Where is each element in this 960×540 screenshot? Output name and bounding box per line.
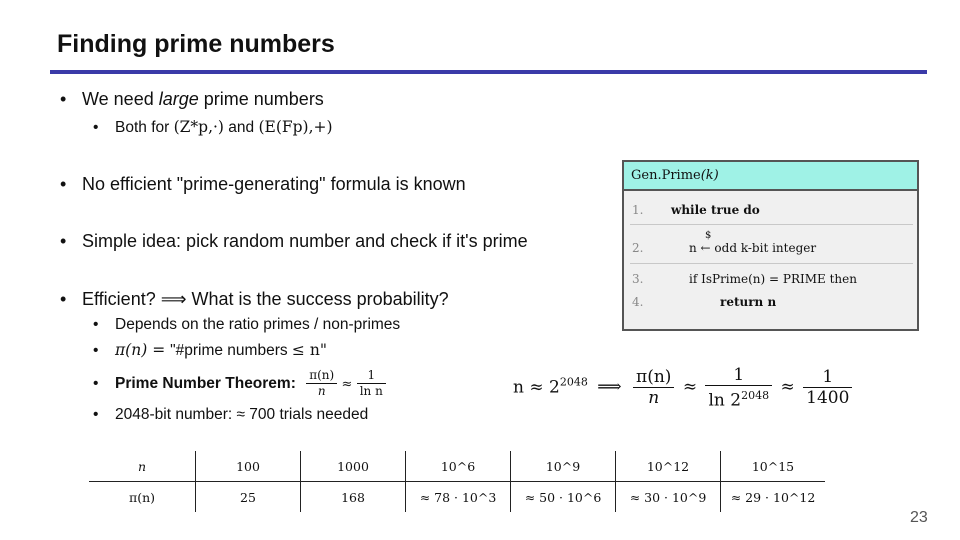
table-cell: 100 bbox=[196, 451, 301, 482]
line-text: return n bbox=[720, 295, 777, 309]
pnt-num-left: π(n) bbox=[306, 368, 337, 384]
table-cell: 10^9 bbox=[511, 451, 616, 482]
pnt-fraction-left bbox=[306, 368, 337, 399]
algorithm-arg: (k) bbox=[700, 168, 719, 183]
sub-bullet-text: 2048-bit number: ≈ 700 trials needed bbox=[115, 406, 369, 423]
bullet-text-post: What is the success probability? bbox=[186, 289, 449, 309]
line-number: 2. bbox=[632, 241, 644, 255]
bullet-large-primes: • We need large prime numbers bbox=[60, 89, 324, 109]
pnt-den-left: n bbox=[317, 384, 326, 399]
algorithm-box bbox=[622, 160, 919, 331]
title-underline bbox=[50, 70, 927, 74]
algorithm-header bbox=[624, 162, 917, 191]
bullet-text: No efficient "prime-generating" formula is known bbox=[82, 174, 466, 194]
line-text: if IsPrime(n) = PRIME then bbox=[689, 272, 857, 286]
eq-f2-num: 1 bbox=[705, 365, 772, 386]
algorithm-separator bbox=[630, 224, 913, 225]
table-cell: 168 bbox=[301, 482, 406, 513]
bullet-text-pre: Efficient? bbox=[82, 289, 161, 309]
table-cell: ≈ 78 · 10^3 bbox=[406, 482, 511, 513]
table-cell: n bbox=[137, 458, 147, 474]
random-mark: $ bbox=[705, 230, 712, 241]
bullet-no-formula: • No efficient "prime-generating" formula is known bbox=[60, 174, 466, 194]
table-cell: 10^15 bbox=[721, 451, 826, 482]
sub-bullet-groups: • Both for (Z*p,·) and (E(Fp),+) bbox=[93, 118, 333, 136]
eq-fraction-2 bbox=[705, 365, 772, 411]
table-cell: ≈ 30 · 10^9 bbox=[616, 482, 721, 513]
table-row-n bbox=[89, 451, 825, 482]
line-number: 3. bbox=[632, 272, 644, 286]
line-text: n ← odd k-bit integer bbox=[689, 241, 817, 255]
eq-f3-num: 1 bbox=[803, 367, 852, 388]
pi-math: π(n) = bbox=[115, 341, 171, 359]
table-cell: 25 bbox=[196, 482, 301, 513]
eq-fraction-1 bbox=[633, 367, 674, 408]
sub-bullet-text: Depends on the ratio primes / non-primes bbox=[115, 316, 401, 333]
eq-approx-1: ≈ bbox=[682, 377, 698, 398]
table-cell: 1000 bbox=[301, 451, 406, 482]
eq-lhs: n ≈ 2 bbox=[513, 377, 560, 398]
eq-approx-2: ≈ bbox=[780, 377, 795, 398]
table-cell: ≈ 50 · 10^6 bbox=[511, 482, 616, 513]
pnt-fraction-right bbox=[357, 368, 386, 399]
pi-def-tail: ≤ n" bbox=[291, 341, 327, 359]
prime-count-table bbox=[89, 451, 825, 512]
bullet-efficient: • Efficient? ⟹ What is the success probability? bbox=[60, 289, 449, 309]
pnt-num-right: 1 bbox=[357, 368, 386, 384]
sub-bullet-trials: • 2048-bit number: ≈ 700 trials needed bbox=[93, 406, 369, 423]
algorithm-separator bbox=[630, 263, 913, 264]
bullet-simple-idea: • Simple idea: pick random number and check if it's prime bbox=[60, 231, 528, 251]
line-number: 1. bbox=[632, 203, 644, 217]
pnt-den-right: ln n bbox=[359, 384, 383, 399]
bullet-text: Simple idea: pick random number and check if it's prime bbox=[82, 231, 528, 251]
sub-bullet-ratio: • Depends on the ratio primes / non-primes bbox=[93, 316, 401, 333]
eq-lhs-exp: 2048 bbox=[559, 375, 588, 389]
eq-fraction-3 bbox=[803, 367, 852, 408]
pnt-label: Prime Number Theorem: bbox=[115, 375, 296, 392]
eq-f1-den: n bbox=[648, 388, 660, 409]
bullet-text-post: prime numbers bbox=[198, 89, 324, 109]
success-probability-equation bbox=[513, 365, 852, 411]
table-row-pi bbox=[89, 482, 825, 513]
table-cell: 10^6 bbox=[406, 451, 511, 482]
eq-f2-den-exp: 2048 bbox=[741, 389, 770, 402]
eq-f2-den: ln 2 bbox=[708, 390, 742, 411]
sub-bullet-pnt: • Prime Number Theorem: $\frac{\pi(n)}{n}$ ≈ $\frac{1}{\text{ln n}}$ bbox=[93, 367, 386, 402]
math-group-efp: (E(Fp),+) bbox=[258, 118, 333, 136]
table-cell: ≈ 29 · 10^12 bbox=[721, 482, 826, 513]
algorithm-name: Gen.Prime bbox=[631, 168, 701, 183]
sub-bullet-and: and bbox=[223, 119, 259, 136]
implies-arrow: ⟹ bbox=[160, 289, 187, 309]
table-cell: π(n) bbox=[89, 482, 196, 513]
bullet-text-pre: We need bbox=[82, 89, 159, 109]
page-title: Finding prime numbers bbox=[57, 30, 335, 58]
bullet-text-emph: large bbox=[158, 89, 199, 109]
eq-implies-arrow: ⟹ bbox=[597, 377, 622, 398]
math-group-zp: (Z*p,·) bbox=[173, 118, 224, 136]
pi-def-text: "#prime numbers bbox=[170, 342, 292, 359]
sub-bullet-text: Both for bbox=[115, 119, 174, 136]
table-cell: 10^12 bbox=[616, 451, 721, 482]
eq-f1-num: π(n) bbox=[633, 367, 674, 388]
page-number: 23 bbox=[910, 509, 928, 526]
line-number: 4. bbox=[632, 295, 644, 309]
eq-f3-den: 1400 bbox=[806, 388, 850, 409]
line-text: while true do bbox=[671, 203, 760, 217]
pnt-approx: ≈ bbox=[341, 377, 353, 392]
sub-bullet-pi-def: • π(n) = "#prime numbers ≤ n" bbox=[93, 341, 327, 359]
